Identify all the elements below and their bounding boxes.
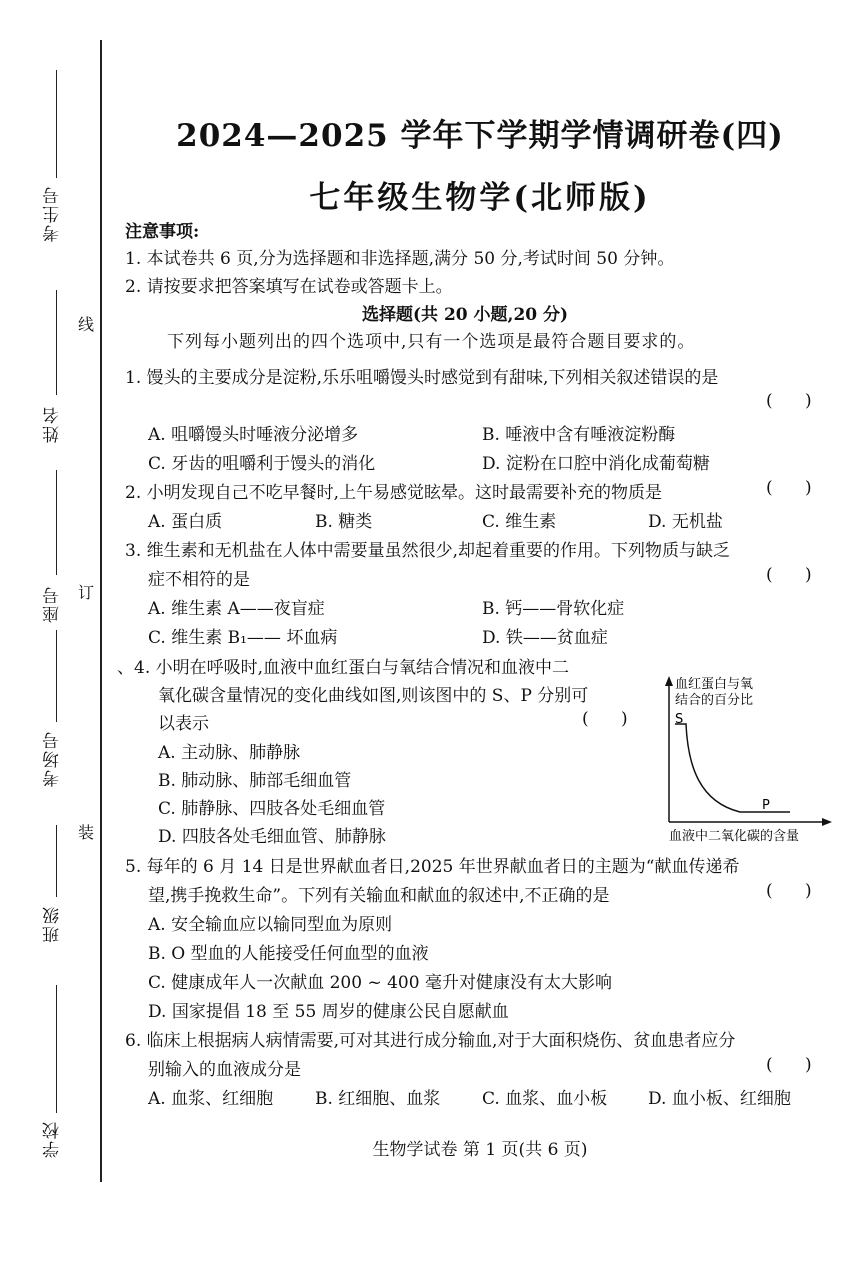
field-school: 学校 xyxy=(43,1120,63,1158)
section-instruction: 下列每小题列出的四个选项中,只有一个选项是最符合题目要求的。 xyxy=(167,332,696,352)
field-seat: 座号 xyxy=(43,585,63,623)
question-3-option-b[interactable]: B. 钙——骨软化症 xyxy=(482,599,625,619)
question-3-option-d[interactable]: D. 铁——贫血症 xyxy=(482,628,608,648)
exam-subtitle: 七年级生物学(北师版) xyxy=(309,180,651,216)
question-2-option-c[interactable]: C. 维生素 xyxy=(482,512,557,532)
question-2-option-d[interactable]: D. 无机盐 xyxy=(648,512,723,532)
question-1-option-c[interactable]: C. 牙齿的咀嚼利于馒头的消化 xyxy=(148,454,376,474)
field-exam-number: 考生号 xyxy=(43,185,63,242)
question-2-answer-blank[interactable]: ( ) xyxy=(766,478,812,498)
question-3-answer-blank[interactable]: ( ) xyxy=(766,565,812,585)
question-2-option-b[interactable]: B. 糖类 xyxy=(315,512,373,532)
y-axis-arrow xyxy=(665,676,673,686)
question-6-stem: 别输入的血液成分是 xyxy=(148,1060,301,1080)
question-5-answer-blank[interactable]: ( ) xyxy=(766,881,812,901)
question-5-option-c[interactable]: C. 健康成年人一次献血 200 ~ 400 毫升对健康没有太大影响 xyxy=(148,973,612,993)
question-1-option-a[interactable]: A. 咀嚼馒头时唾液分泌增多 xyxy=(148,425,359,445)
field-name: 姓名 xyxy=(43,405,63,443)
question-3-stem: 3. 维生素和无机盐在人体中需要量虽然很少,却起着重要的作用。下列物质与缺乏 xyxy=(125,541,731,561)
question-4-figure xyxy=(660,672,840,847)
question-6-stem: 6. 临床上根据病人病情需要,可对其进行成分输血,对于大面积烧伤、贫血患者应分 xyxy=(125,1031,736,1051)
section-heading: 选择题(共 20 小题,20 分) xyxy=(362,305,569,325)
question-6-option-d[interactable]: D. 血小板、红细胞 xyxy=(648,1089,791,1109)
question-6-option-c[interactable]: C. 血浆、血小板 xyxy=(482,1089,608,1109)
question-4-option-b[interactable]: B. 肺动脉、肺部毛细血管 xyxy=(158,771,352,791)
x-axis-label: 血液中二氧化碳的含量 xyxy=(669,829,800,844)
notice-heading: 注意事项: xyxy=(125,222,200,242)
question-2-option-a[interactable]: A. 蛋白质 xyxy=(148,512,223,532)
class-blank[interactable] xyxy=(56,825,57,897)
question-1-answer-blank[interactable]: ( ) xyxy=(766,391,812,411)
point-p-label: P xyxy=(762,798,770,813)
field-exam-room: 考场号 xyxy=(43,730,63,787)
notice-item: 1. 本试卷共 6 页,分为选择题和非选择题,满分 50 分,考试时间 50 分钟。 xyxy=(125,249,675,269)
question-3-stem: 症不相符的是 xyxy=(148,570,250,590)
question-1-stem: 1. 馒头的主要成分是淀粉,乐乐咀嚼馒头时感觉到有甜味,下列相关叙述错误的是 xyxy=(125,368,719,388)
point-s-label: S xyxy=(675,712,684,727)
question-4-option-c[interactable]: C. 肺静脉、四肢各处毛细血管 xyxy=(158,799,386,819)
seat-blank[interactable] xyxy=(56,470,57,575)
question-5-stem: 5. 每年的 6 月 14 日是世界献血者日,2025 年世界献血者日的主题为“献血传递希 xyxy=(125,857,740,877)
field-class: 班级 xyxy=(43,905,63,943)
name-blank[interactable] xyxy=(56,290,57,395)
binding-mark-line: 线 xyxy=(78,315,95,334)
y-axis-label-line2: 结合的百分比 xyxy=(675,693,754,708)
question-4-answer-blank[interactable]: ( ) xyxy=(582,709,628,729)
y-axis-label-line1: 血红蛋白与氧 xyxy=(675,677,754,692)
question-4-stem: 、4. 小明在呼吸时,血液中血红蛋白与氧结合情况和血液中二 xyxy=(117,658,570,678)
exam-title: 2024—2025 学年下学期学情调研卷(四) xyxy=(176,118,784,154)
notice-item: 2. 请按要求把答案填写在试卷或答题卡上。 xyxy=(125,277,453,297)
question-1-option-b[interactable]: B. 唾液中含有唾液淀粉酶 xyxy=(482,425,676,445)
binding-mark-bind: 装 xyxy=(78,823,95,842)
question-4-option-a[interactable]: A. 主动脉、肺静脉 xyxy=(158,743,301,763)
question-4-stem: 以表示 xyxy=(158,714,209,734)
question-6-answer-blank[interactable]: ( ) xyxy=(766,1055,812,1075)
question-6-option-a[interactable]: A. 血浆、红细胞 xyxy=(148,1089,274,1109)
exam-room-blank[interactable] xyxy=(56,630,57,722)
question-5-stem: 望,携手挽救生命”。下列有关输血和献血的叙述中,不正确的是 xyxy=(148,886,610,906)
question-4-stem: 氧化碳含量情况的变化曲线如图,则该图中的 S、P 分别可 xyxy=(158,686,589,706)
question-3-option-a[interactable]: A. 维生素 A——夜盲症 xyxy=(148,599,325,619)
page-footer: 生物学试卷 第 1 页(共 6 页) xyxy=(372,1140,588,1160)
question-2-stem: 2. 小明发现自己不吃早餐时,上午易感觉眩晕。这时最需要补充的物质是 xyxy=(125,483,663,503)
question-1-option-d[interactable]: D. 淀粉在口腔中消化成葡萄糖 xyxy=(482,454,710,474)
school-blank[interactable] xyxy=(56,985,57,1113)
question-5-option-d[interactable]: D. 国家提倡 18 至 55 周岁的健康公民自愿献血 xyxy=(148,1002,509,1022)
binding-mark-staple: 订 xyxy=(78,583,95,602)
question-4-option-d[interactable]: D. 四肢各处毛细血管、肺静脉 xyxy=(158,827,386,847)
question-5-option-b[interactable]: B. O 型血的人能接受任何血型的血液 xyxy=(148,944,429,964)
x-axis-arrow xyxy=(822,818,832,826)
curve xyxy=(675,724,790,812)
question-5-option-a[interactable]: A. 安全输血应以输同型血为原则 xyxy=(148,915,393,935)
question-6-option-b[interactable]: B. 红细胞、血浆 xyxy=(315,1089,441,1109)
question-3-option-c[interactable]: C. 维生素 B₁—— 坏血病 xyxy=(148,628,338,648)
